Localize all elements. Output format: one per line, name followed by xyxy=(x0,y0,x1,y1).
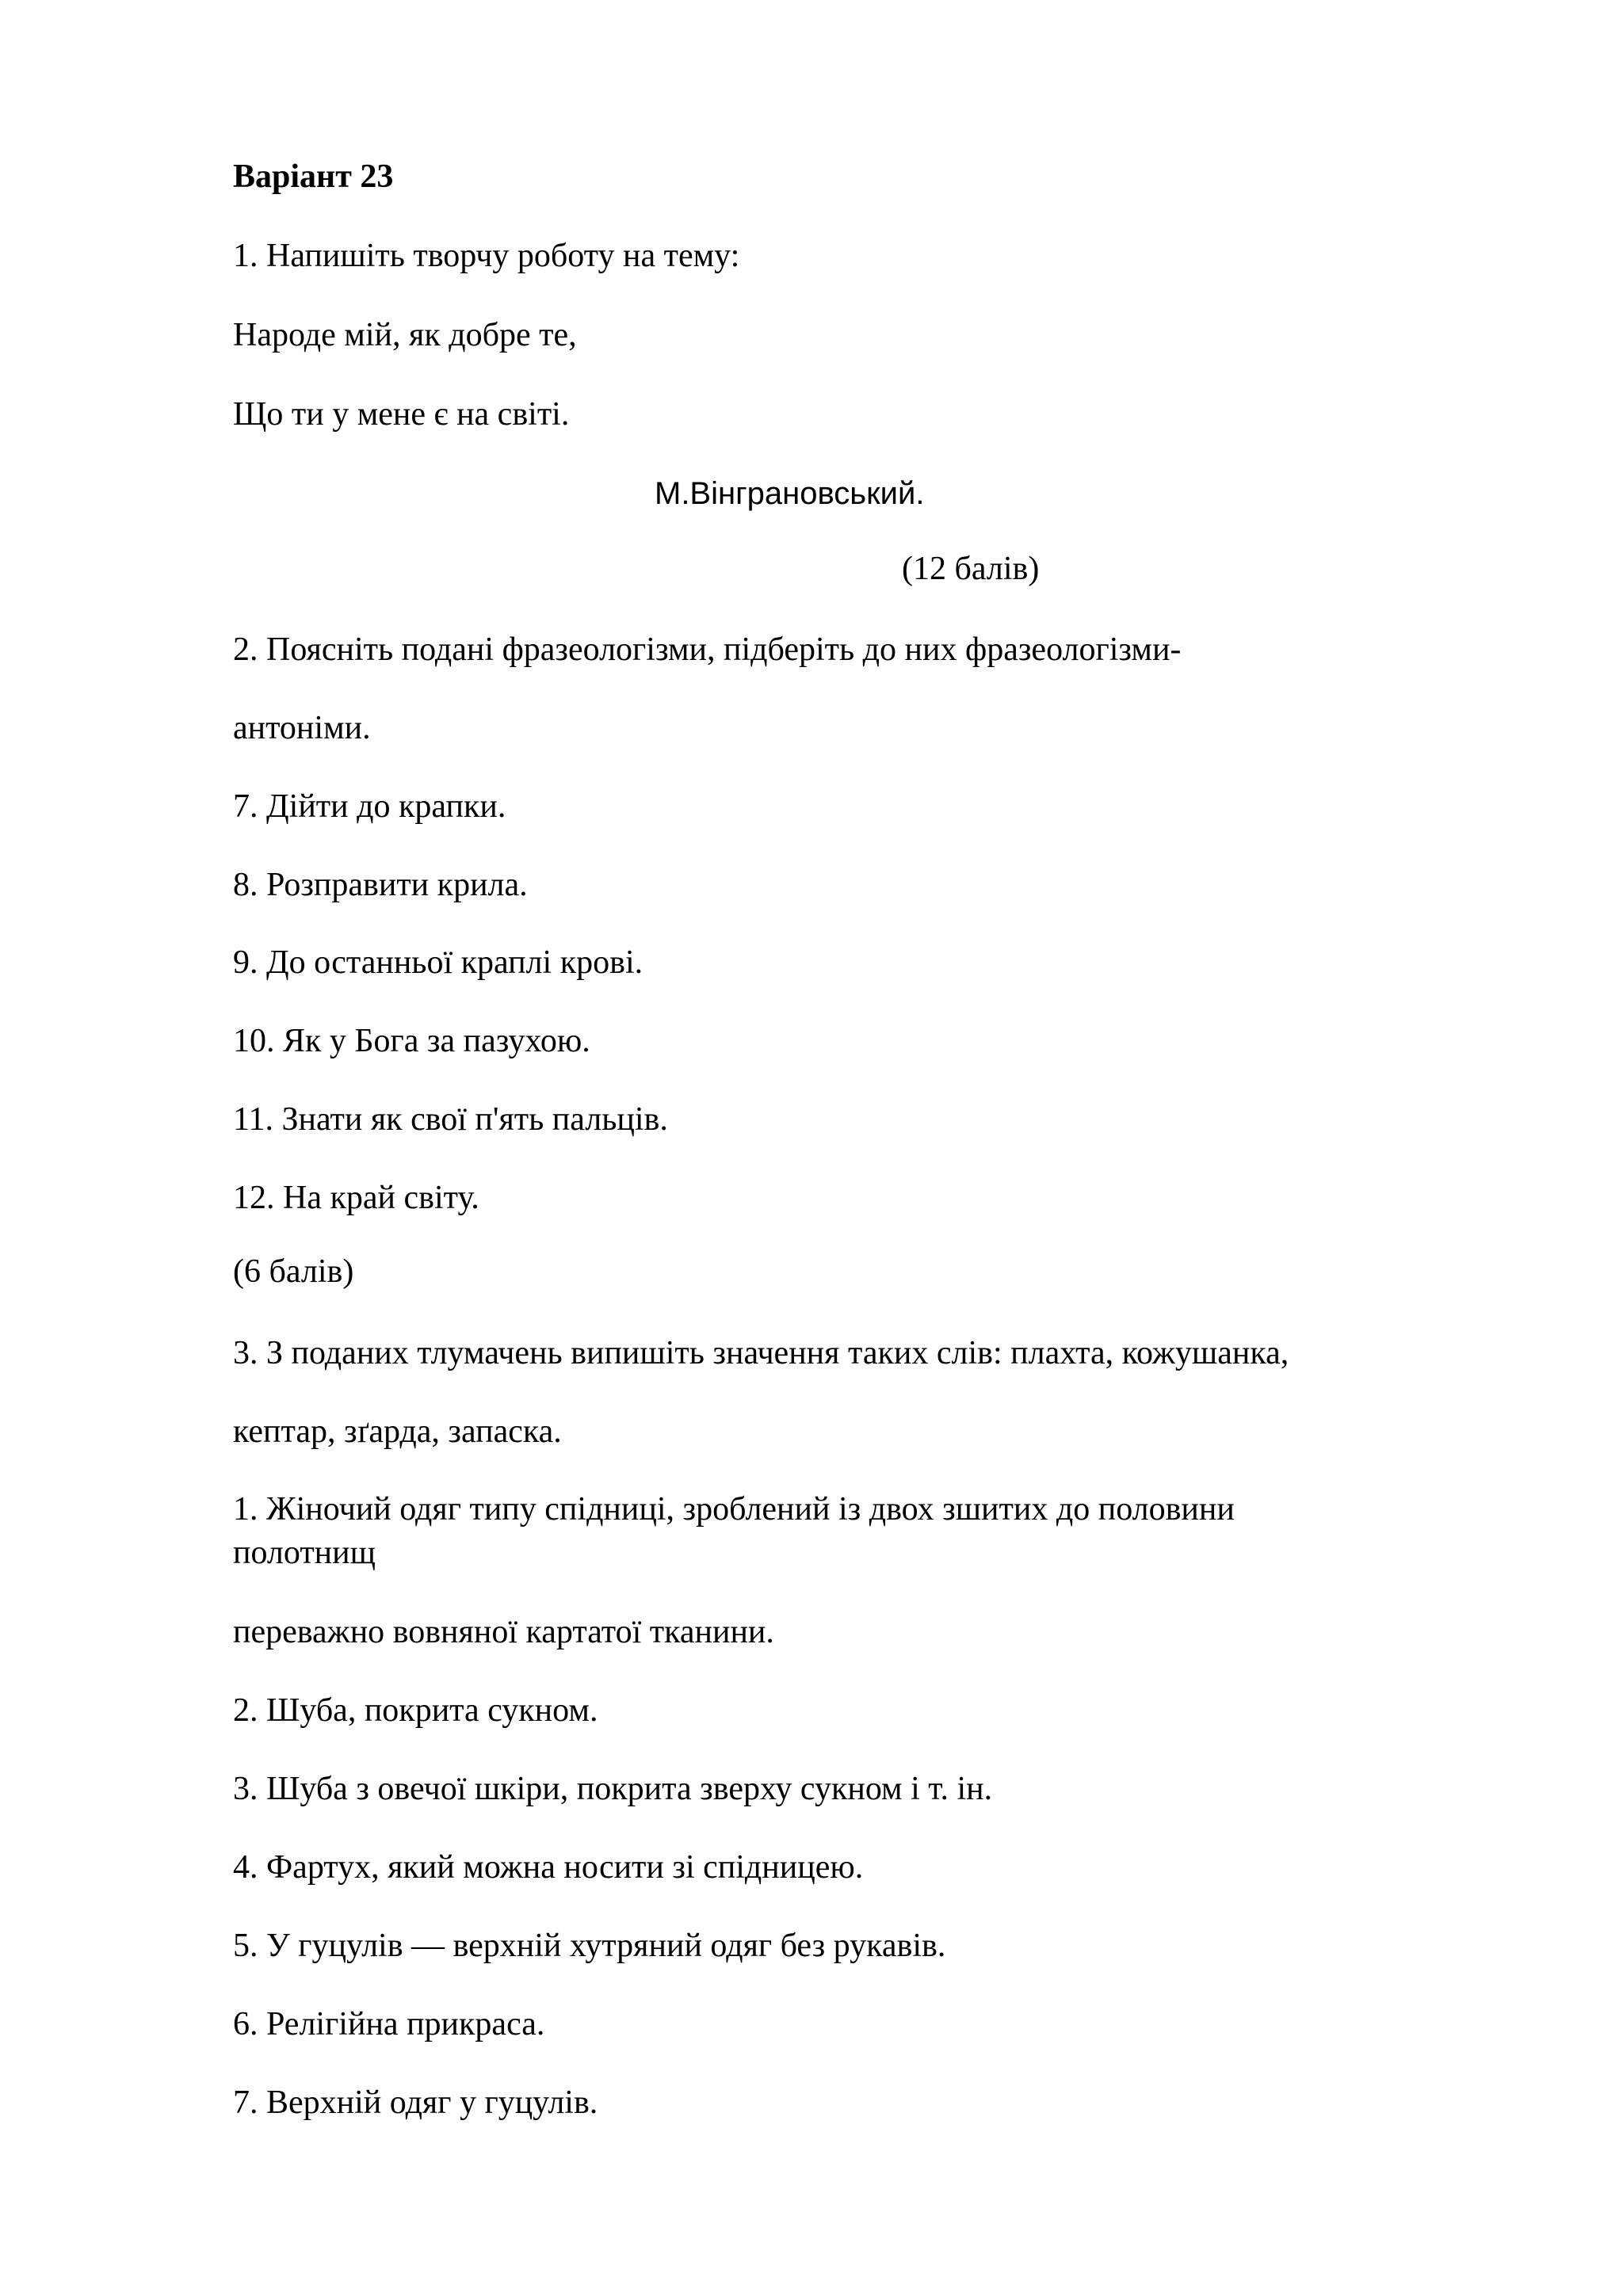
page-title: Варіант 23 xyxy=(233,158,394,195)
definition-item: 7. Верхній одяг у гуцулів. xyxy=(233,2084,598,2121)
epigraph-author: М.Вінграновський. xyxy=(655,476,925,511)
phraseology-item: 7. Дійти до крапки. xyxy=(233,788,506,825)
phraseology-item: 8. Розправити крила. xyxy=(233,867,528,903)
definition-item: 5. У гуцулів — верхній хутряний одяг без рукавів. xyxy=(233,1928,946,1964)
phraseology-item: 10. Як у Бога за пазухою. xyxy=(233,1023,590,1059)
task-3-prompt-line-2: кептар, зґарда, запаска. xyxy=(233,1413,562,1450)
task-3-prompt-line-1: 3. З поданих тлумачень випишіть значення таких слів: плахта, кожушанка, xyxy=(233,1335,1289,1371)
phraseology-item: 9. До останньої краплі крові. xyxy=(233,944,643,981)
definition-item: 6. Релігійна прикраса. xyxy=(233,2006,545,2042)
epigraph-line-1: Народе мій, як добре те, xyxy=(233,317,577,353)
phraseology-item: 11. Знати як свої п'ять пальців. xyxy=(233,1101,668,1138)
task-1-prompt: 1. Напишіть творчу роботу на тему: xyxy=(233,238,740,274)
definition-1-line-3: переважно вовняної картатої тканини. xyxy=(233,1614,774,1650)
definition-1-line-1: 1. Жіночий одяг типу спідниці, зроблений із двох зшитих до половини xyxy=(233,1491,1235,1527)
task-1-points: (12 балів) xyxy=(902,551,1040,587)
task-2-prompt-line-1: 2. Поясніть подані фразеологізми, підберіть до них фразеологізми- xyxy=(233,631,1182,668)
definition-1-line-2: полотнищ xyxy=(233,1535,376,1571)
definition-item: 3. Шуба з овечої шкіри, покрита зверху сукном і т. ін. xyxy=(233,1771,993,1807)
definition-item: 4. Фартух, який можна носити зі спідницею. xyxy=(233,1849,864,1886)
phraseology-item: 12. На край світу. xyxy=(233,1180,479,1216)
definition-item: 2. Шуба, покрита сукном. xyxy=(233,1692,598,1729)
task-2-prompt-line-2: антоніми. xyxy=(233,710,371,746)
epigraph-line-2: Що ти у мене є на світі. xyxy=(233,396,570,433)
task-2-points: (6 балів) xyxy=(233,1253,354,1290)
